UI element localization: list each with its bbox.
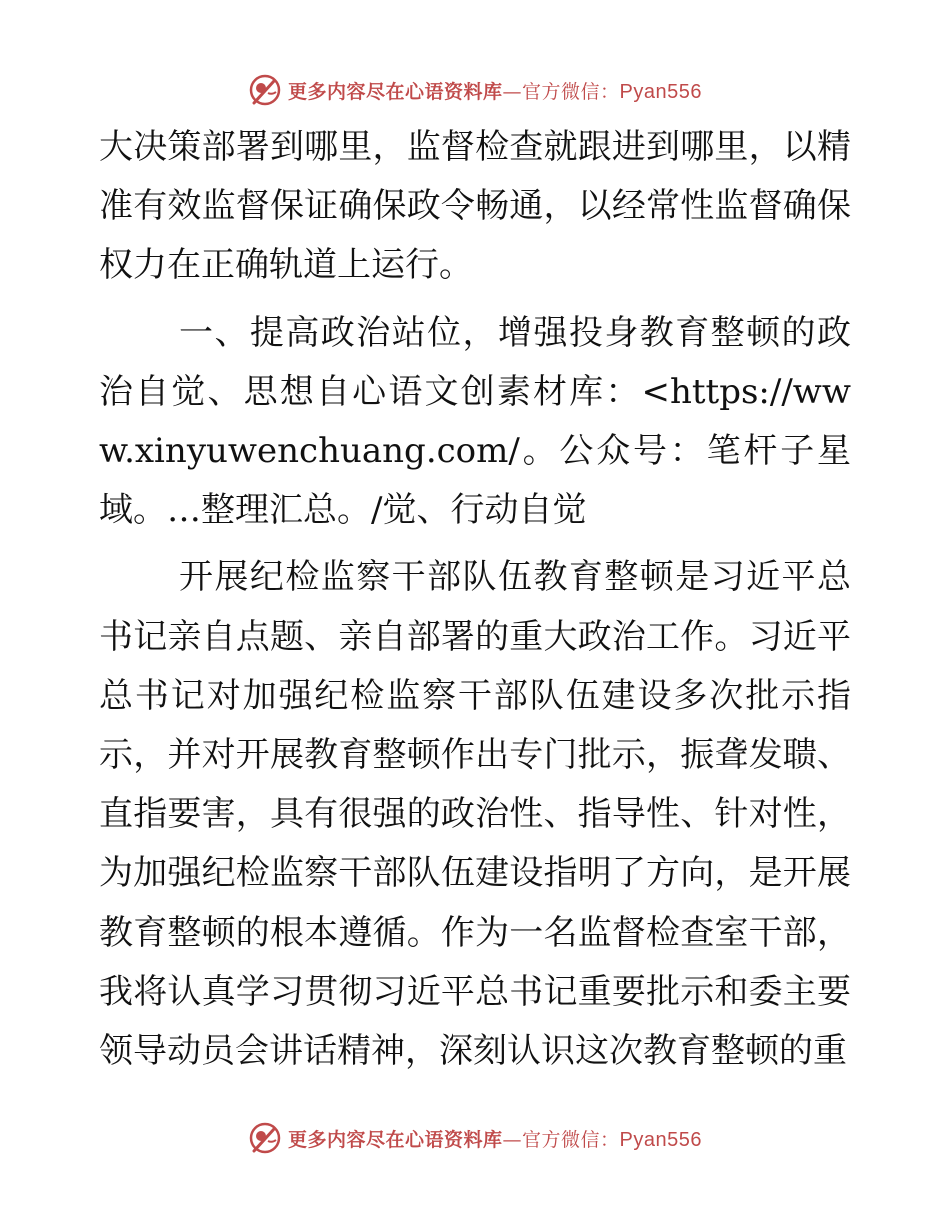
watermark-dash: — bbox=[502, 80, 523, 103]
paragraph-continued: 大决策部署到哪里，监督检查就跟进到哪里，以精准有效监督保证确保政令畅通，以经常性监督确保权力在正确轨道上运行。 bbox=[99, 127, 851, 286]
watermark-label: 官方微信： bbox=[522, 1128, 620, 1151]
watermark-label: 官方微信： bbox=[522, 80, 620, 103]
header-watermark bbox=[0, 70, 950, 110]
document-body bbox=[99, 118, 851, 1081]
section-heading: 一、提高政治站位，增强投身教育整顿的政治自觉、思想自心语文创素材库：<https://www.xinyuwenchuang.com/。公众号：笔杆子星域。…整理汇总。/觉、行动自觉 bbox=[99, 312, 851, 531]
footer-watermark bbox=[0, 1118, 950, 1158]
paragraph-body: 开展纪检监察干部队伍教育整顿是习近平总书记亲自点题、亲自部署的重大政治工作。习近平总书记对加强纪检监察干部队伍建设多次批示指示，并对开展教育整顿作出专门批示，振聋发聩、直指要害，具有很强的政治性、指导性、针对性，为加强纪检监察干部队伍建设指明了方向，是开展教育整顿的根本遵循。作为一名监督检查室干部，我将认真学习贯彻习近平总书记重要批示和委主要领导动员会讲话精神，深刻认识这次教育整顿的重 bbox=[99, 557, 851, 1072]
watermark-main-text: 更多内容尽在心语资料库 bbox=[288, 80, 503, 103]
watermark-wechat-id: Pyan556 bbox=[619, 80, 702, 103]
watermark-main-text: 更多内容尽在心语资料库 bbox=[288, 1128, 503, 1151]
watermark-wechat-id: Pyan556 bbox=[619, 1128, 702, 1151]
brand-logo-icon bbox=[248, 1121, 282, 1155]
watermark-dash: — bbox=[502, 1128, 523, 1151]
brand-logo-icon bbox=[248, 73, 282, 107]
